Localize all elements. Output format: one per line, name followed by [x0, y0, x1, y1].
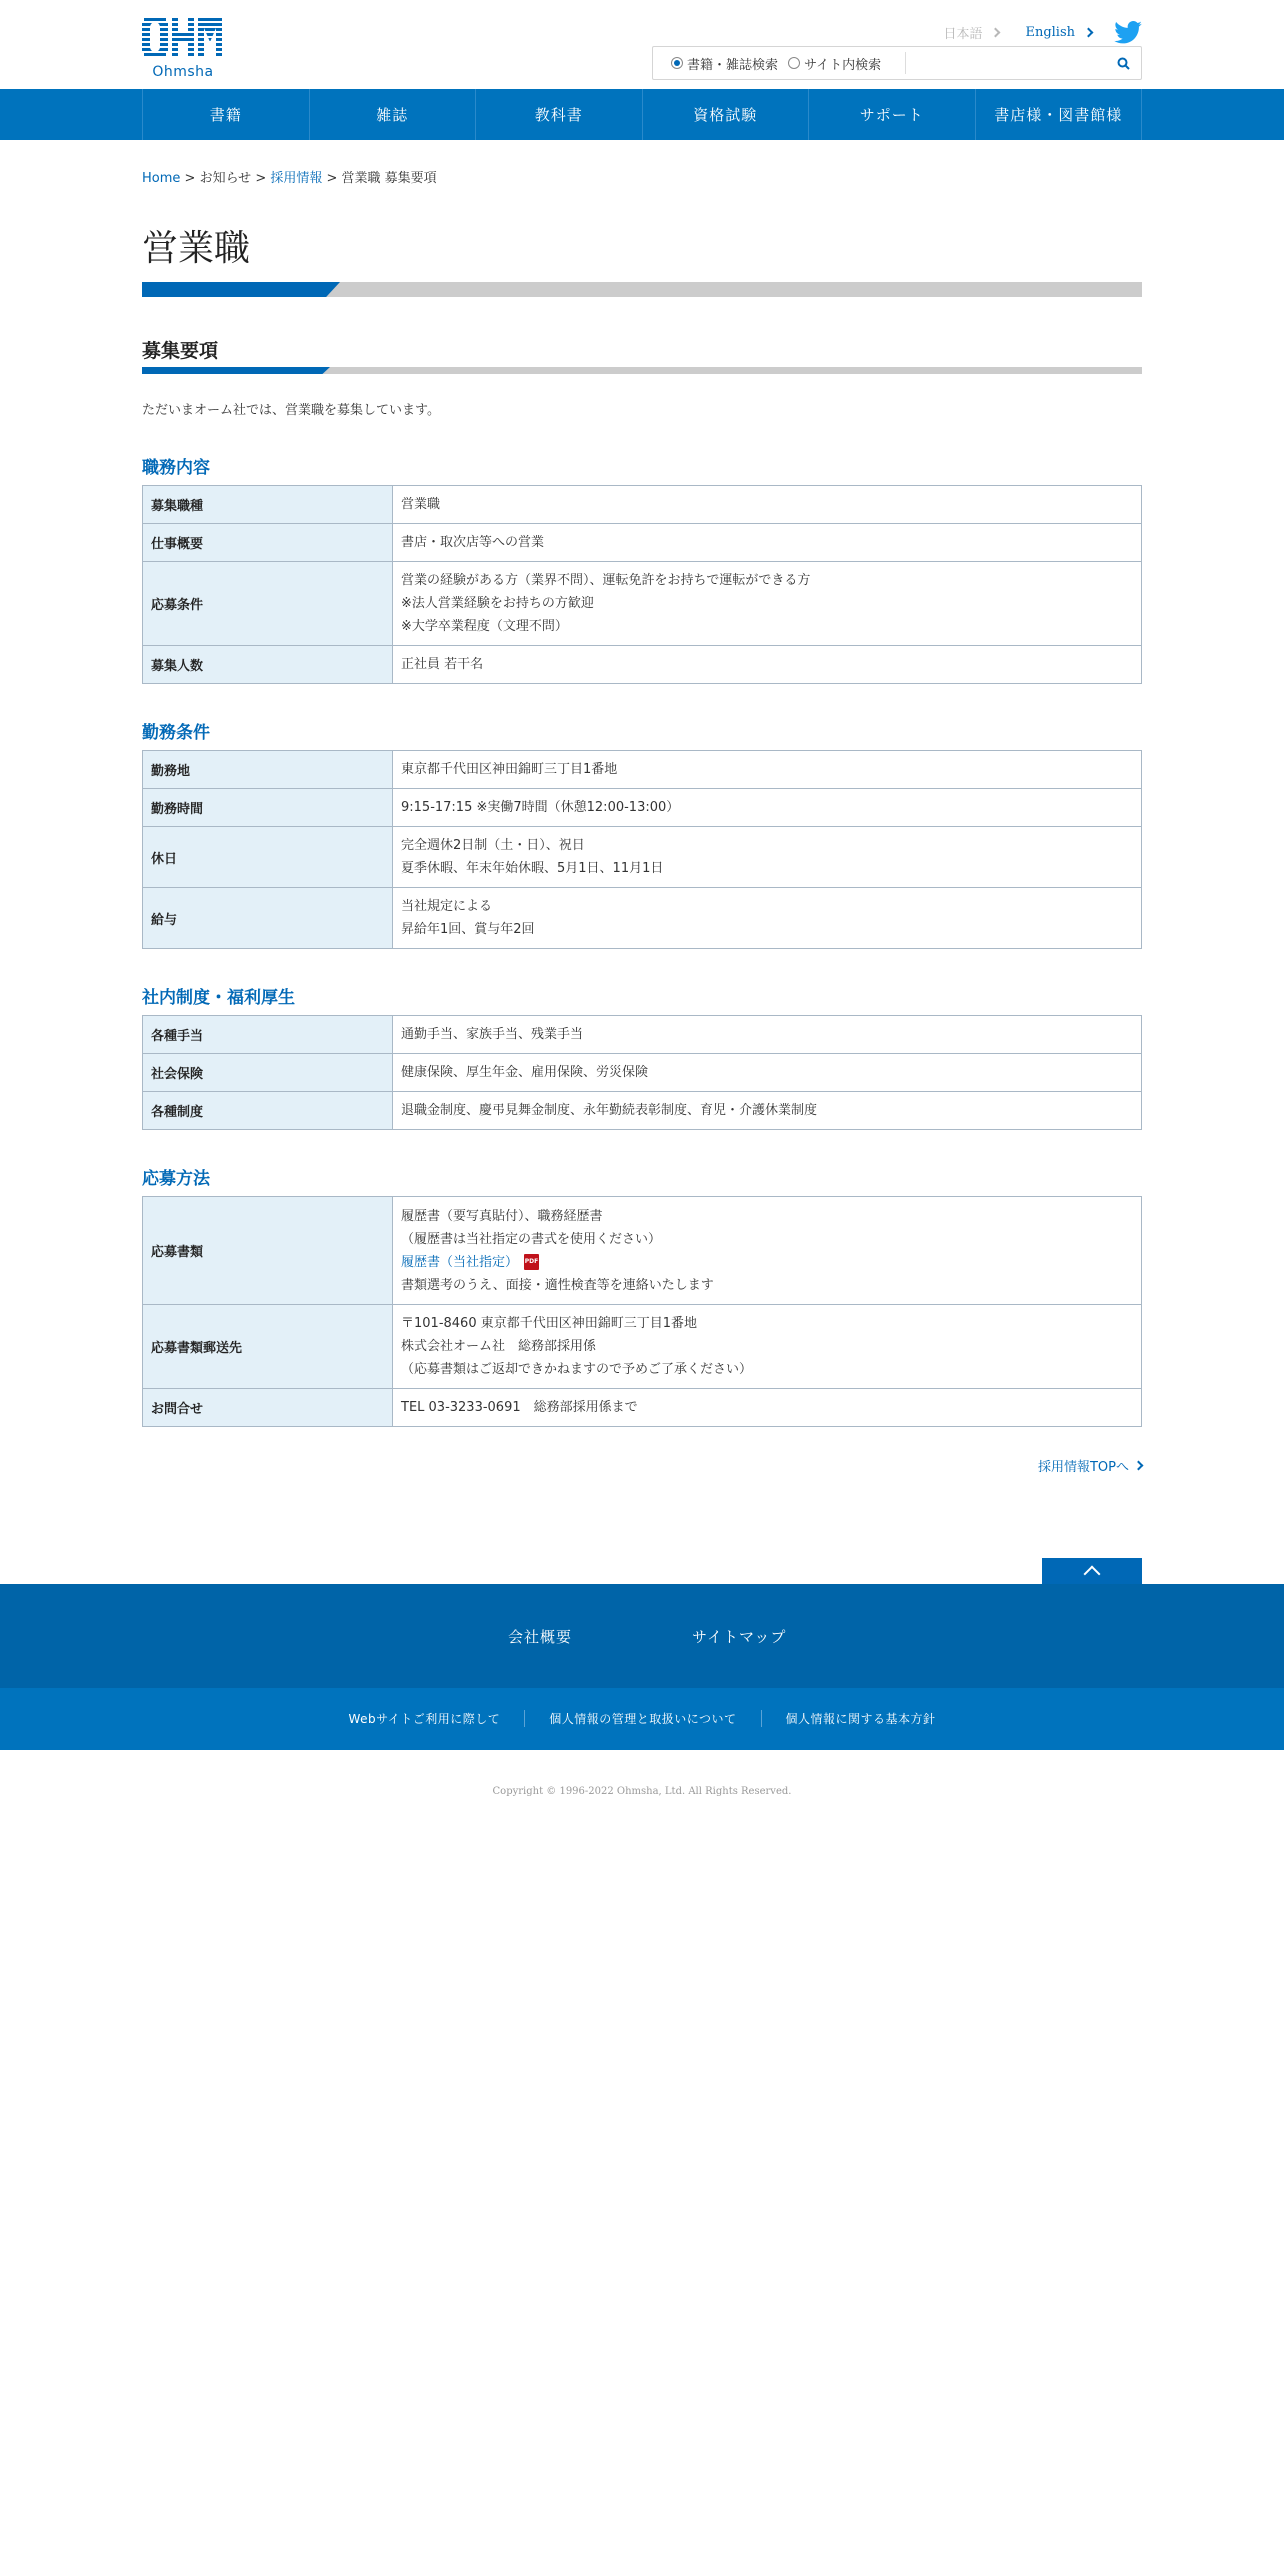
table-row	[143, 646, 1142, 684]
row-value: 通勤手当、家族手当、残業手当	[393, 1016, 1142, 1054]
breadcrumb-news: お知らせ	[199, 171, 252, 186]
copyright: Copyright © 1996-2022 Ohmsha, Ltd. All Rights Reserved.	[492, 1786, 792, 1797]
main-nav	[0, 89, 1284, 140]
row-value	[393, 827, 1142, 888]
row-value: TEL 03-3233-0691 総務部採用係まで	[393, 1389, 1142, 1427]
search-option-books[interactable]	[671, 54, 778, 73]
subsection-title-application: 応募方法	[142, 1169, 210, 1189]
row-value	[393, 1197, 1142, 1305]
search-type-radios	[653, 47, 891, 79]
nav-item-books[interactable]: 書籍	[143, 89, 310, 140]
table-row	[143, 888, 1142, 949]
search-option-site-label: サイト内検索	[804, 57, 882, 73]
footer-main	[0, 1584, 1284, 1688]
row-value: 営業職	[393, 486, 1142, 524]
chevron-right-icon	[1134, 1461, 1144, 1471]
title-underline	[142, 282, 1142, 297]
lang-en-label: English	[1025, 24, 1075, 40]
search-option-books-label: 書籍・雑誌検索	[687, 57, 779, 73]
logo-text: Ohmsha	[152, 64, 214, 80]
row-value-line: 書類選考のうえ、面接・適性検査等を連絡いたします	[401, 1277, 714, 1293]
benefits-table	[142, 1015, 1142, 1130]
row-value-line: 〒101-8460 東京都千代田区神田錦町三丁目1番地	[401, 1316, 697, 1331]
row-label: 募集職種	[143, 486, 393, 524]
table-row	[143, 1092, 1142, 1130]
row-value-line: 当社規定による	[401, 899, 493, 914]
row-value: 健康保険、厚生年金、雇用保険、労災保険	[393, 1054, 1142, 1092]
table-row	[143, 562, 1142, 646]
resume-download-row	[401, 1251, 1133, 1274]
subsection-title-duties: 職務内容	[142, 458, 210, 478]
row-label: 各種手当	[143, 1016, 393, 1054]
site-header	[0, 0, 1284, 89]
row-value: 退職金制度、慶弔見舞金制度、永年勤続表彰制度、育児・介護休業制度	[393, 1092, 1142, 1130]
chevron-right-icon	[1084, 27, 1094, 37]
nav-item-certification[interactable]: 資格試験	[643, 89, 810, 140]
row-value-line: 昇給年1回、賞与年2回	[401, 922, 535, 937]
breadcrumb-recruit-link[interactable]: 採用情報	[270, 171, 323, 186]
section-underline	[142, 367, 1142, 374]
breadcrumb-separator: >	[322, 171, 342, 186]
section-title: 募集要項	[142, 340, 219, 362]
duties-table	[142, 485, 1142, 684]
ohmsha-logo[interactable]	[142, 16, 224, 80]
row-label: 募集人数	[143, 646, 393, 684]
row-label: 応募条件	[143, 562, 393, 646]
row-value: 書店・取次店等への営業	[393, 524, 1142, 562]
row-value-line: ※大学卒業程度（文理不問）	[401, 619, 568, 634]
row-value-line: （応募書類はご返却できかねますので予めご了承ください）	[401, 1362, 753, 1377]
subsection-title-conditions: 勤務条件	[142, 723, 210, 743]
row-label: 応募書類	[143, 1197, 393, 1305]
footer-link-terms[interactable]: Webサイトご利用に際して	[324, 1710, 525, 1727]
language-switcher	[943, 18, 1142, 46]
footer-link-privacy-handling[interactable]: 個人情報の管理と取扱いについて	[525, 1710, 761, 1727]
row-label: 休日	[143, 827, 393, 888]
footer-link-privacy-policy[interactable]: 個人情報に関する基本方針	[785, 1712, 936, 1726]
lang-ja-label: 日本語	[943, 26, 983, 42]
search-icon	[1117, 57, 1130, 70]
row-label: お問合せ	[143, 1389, 393, 1427]
table-row	[143, 1305, 1142, 1389]
chevron-up-icon	[1084, 1566, 1101, 1583]
nav-item-magazines[interactable]: 雑誌	[310, 89, 477, 140]
nav-item-support[interactable]: サポート	[809, 89, 976, 140]
table-row	[143, 789, 1142, 827]
row-value-line: 履歴書（要写真貼付）、職務経歴書	[401, 1208, 603, 1224]
row-value	[393, 1305, 1142, 1389]
row-value-line: 株式会社オーム社 総務部採用係	[401, 1339, 597, 1354]
intro-text: ただいまオーム社では、営業職を募集しています。	[142, 403, 440, 418]
row-value	[393, 562, 1142, 646]
page-top-button[interactable]	[1042, 1558, 1142, 1584]
breadcrumb	[142, 167, 437, 186]
breadcrumb-home-link[interactable]: Home	[142, 171, 181, 186]
breadcrumb-current: 営業職 募集要項	[341, 171, 437, 186]
table-row	[143, 524, 1142, 562]
chevron-right-icon	[991, 27, 1001, 37]
table-row	[143, 1016, 1142, 1054]
breadcrumb-separator: >	[180, 171, 200, 186]
row-value-line: 営業の経験がある方（業界不問）、運転免許をお持ちで運転ができる方	[401, 573, 811, 588]
table-row	[143, 751, 1142, 789]
row-value: 東京都千代田区神田錦町三丁目1番地	[393, 751, 1142, 789]
row-value-line: 夏季休暇、年末年始休暇、5月1日、11月1日	[401, 861, 664, 876]
breadcrumb-separator: >	[251, 171, 271, 186]
row-value: 9:15-17:15 ※実働7時間（休憩12:00-13:00）	[393, 789, 1142, 827]
row-value	[393, 888, 1142, 949]
resume-pdf-link[interactable]: 履歴書（当社指定）	[401, 1254, 519, 1270]
logo-mark-icon	[142, 16, 224, 62]
radio-unchecked-icon	[788, 57, 800, 69]
recruit-top-label: 採用情報TOPへ	[1037, 1460, 1129, 1475]
footer-link-sitemap[interactable]: サイトマップ	[692, 1628, 787, 1646]
row-label: 応募書類郵送先	[143, 1305, 393, 1389]
search-box	[652, 46, 1142, 80]
table-row	[143, 827, 1142, 888]
search-button[interactable]	[1105, 47, 1141, 79]
nav-item-textbooks[interactable]: 教科書	[476, 89, 643, 140]
radio-checked-icon	[671, 57, 683, 69]
row-value-line: ※法人営業経験をお持ちの方歓迎	[401, 596, 594, 611]
row-label: 社会保険	[143, 1054, 393, 1092]
table-row	[143, 486, 1142, 524]
footer-link-company[interactable]: 会社概要	[508, 1628, 573, 1646]
footer-sub	[0, 1688, 1284, 1750]
pdf-icon[interactable]: PDF	[524, 1254, 539, 1270]
table-row	[143, 1197, 1142, 1305]
row-label: 勤務地	[143, 751, 393, 789]
search-input[interactable]	[906, 47, 1105, 79]
page-title: 営業職	[142, 228, 251, 269]
row-label: 各種制度	[143, 1092, 393, 1130]
subsection-title-benefits: 社内制度・福利厚生	[142, 988, 295, 1008]
table-row	[143, 1389, 1142, 1427]
application-table	[142, 1196, 1142, 1427]
recruit-top-link[interactable]	[1038, 1456, 1142, 1475]
lang-en-link[interactable]	[1025, 25, 1092, 40]
lang-ja-link[interactable]	[943, 23, 999, 42]
table-row	[143, 1054, 1142, 1092]
search-option-site[interactable]	[788, 54, 881, 73]
nav-item-bookstores-libraries[interactable]: 書店様・図書館様	[976, 89, 1143, 140]
row-value-line: 完全週休2日制（土・日）、祝日	[401, 838, 585, 853]
conditions-table	[142, 750, 1142, 949]
row-label: 仕事概要	[143, 524, 393, 562]
row-value: 正社員 若干名	[393, 646, 1142, 684]
row-label: 給与	[143, 888, 393, 949]
twitter-icon[interactable]	[1114, 21, 1142, 44]
row-label: 勤務時間	[143, 789, 393, 827]
row-value-line: （履歴書は当社指定の書式を使用ください）	[401, 1231, 662, 1247]
